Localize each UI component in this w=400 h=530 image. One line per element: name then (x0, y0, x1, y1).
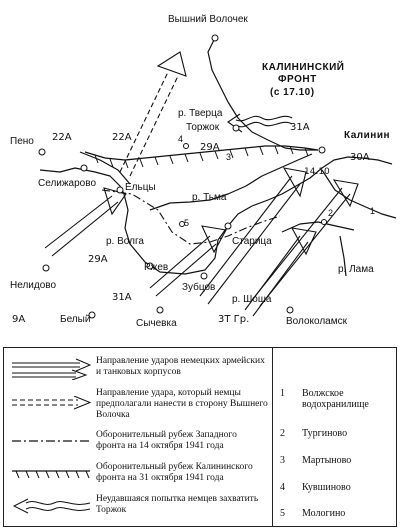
legend-num-text-3: Мартыново (302, 455, 352, 466)
label-nelidovo: Нелидово (10, 280, 57, 291)
label-army-3tgr: 3Т Гр. (218, 314, 250, 325)
town-eltsy (117, 187, 123, 193)
legend-num-text-5: Мологино (302, 508, 346, 519)
label-volga: р. Волга (106, 236, 144, 247)
rivers (40, 38, 396, 276)
town-peno (39, 149, 45, 155)
town-volokolamsk (287, 307, 293, 313)
town-vyshny-volochek (212, 35, 218, 41)
town-selizharovo (81, 165, 87, 171)
label-army-29a-top: 29А (200, 142, 220, 153)
label-tvertsa: р. Тверца (178, 108, 223, 119)
label-staritsa: Старица (232, 236, 272, 247)
legend-text-kalinin-front: Оборонительный рубеж Калининского фронта на 31 октября 1941 года (96, 462, 253, 483)
legend-item-western-front (4, 430, 272, 456)
german-strike-arrows (45, 168, 358, 316)
label-army-22a-right: 22А (112, 132, 132, 143)
legend-symbol-strikes (10, 358, 92, 380)
legend-item-strikes (4, 356, 272, 382)
label-num-2: 2 (328, 208, 334, 218)
legend-symbol-kalinin-front (10, 466, 92, 480)
label-vyshny-volochek: Вышний Волочек (168, 14, 248, 25)
town-zubtsov (201, 273, 207, 279)
legend-text-torzhok-attempt: Неудавшаяся попытка немцев захватить Торжок (96, 494, 259, 515)
label-army-30a: 30А (350, 152, 370, 163)
label-num-4: 4 (178, 134, 184, 144)
label-front-title-1: КАЛИНИНСКИЙ (262, 62, 345, 73)
town-torzhok (233, 125, 239, 131)
legend-symbol-planned-strike (10, 396, 92, 410)
label-sychevka: Сычевка (136, 318, 177, 329)
legend-num-5: 5 (280, 508, 285, 519)
label-volokolamsk: Волоколамск (286, 316, 347, 327)
label-army-22a-left: 22А (52, 132, 72, 143)
label-front-title-3: (с 17.10) (270, 87, 315, 98)
legend-num-text-4: Кувшиново (302, 482, 351, 493)
town-2 (322, 220, 327, 225)
label-kalinin: Калинин (344, 130, 391, 141)
legend-num-text-2: Тургиново (302, 428, 348, 439)
label-date-1410: 14.10 (304, 167, 330, 177)
legend-symbol-torzhok-attempt (10, 498, 92, 514)
label-army-31a-top: 31А (290, 122, 310, 133)
label-num-5: 5 (184, 218, 190, 228)
label-army-29a-bottom: 29А (88, 254, 108, 265)
legend-divider (272, 348, 273, 526)
label-front-title-2: ФРОНТ (278, 74, 317, 85)
label-belyi: Белый (60, 314, 91, 325)
label-num-1: 1 (370, 206, 376, 216)
label-army-9a: 9А (12, 314, 26, 325)
label-rzhev: Ржев (144, 262, 169, 273)
label-num-3: 3 (226, 152, 232, 162)
legend-text-planned-strike: Направление удара, который немцы предполагали нанести в сторону Вышнего Волочка (96, 388, 268, 420)
town-4 (184, 144, 189, 149)
legend-text-strikes: Направление ударов немецких армейских и танковых корпусов (96, 356, 265, 377)
legend-item-torzhok-attempt (4, 494, 272, 520)
label-shosha: р. Шоша (232, 294, 272, 305)
label-tma: р. Тьма (192, 192, 227, 203)
legend-text-western-front: Оборонительный рубеж Западного фронта на 14 октября 1941 года (96, 430, 237, 451)
river-reservoir (322, 170, 396, 218)
legend-num-1: 1 (280, 388, 285, 399)
legend-num-3: 3 (280, 455, 285, 466)
legend-num-text-1: Волжское водохранилище (302, 388, 369, 410)
legend-num-2: 2 (280, 428, 285, 439)
label-torzhok: Торжок (186, 122, 220, 133)
legend-item-planned-strike (4, 388, 272, 422)
legend-symbol-western-front (10, 436, 92, 446)
legend-item-kalinin-front (4, 462, 272, 488)
label-eltsy: Ельцы (125, 182, 156, 193)
town-sychevka (157, 307, 163, 313)
label-lama: р. Лама (338, 264, 374, 275)
label-peno: Пено (10, 136, 34, 147)
label-army-31a-bottom: 31А (112, 292, 132, 303)
legend (3, 347, 397, 527)
town-kalinin (319, 147, 325, 153)
town-staritsa (225, 223, 231, 229)
town-nelidovo (43, 265, 49, 271)
legend-num-4: 4 (280, 482, 285, 493)
label-zubtsov: Зубцов (182, 282, 216, 293)
label-selizharovo: Селижарово (38, 178, 97, 189)
